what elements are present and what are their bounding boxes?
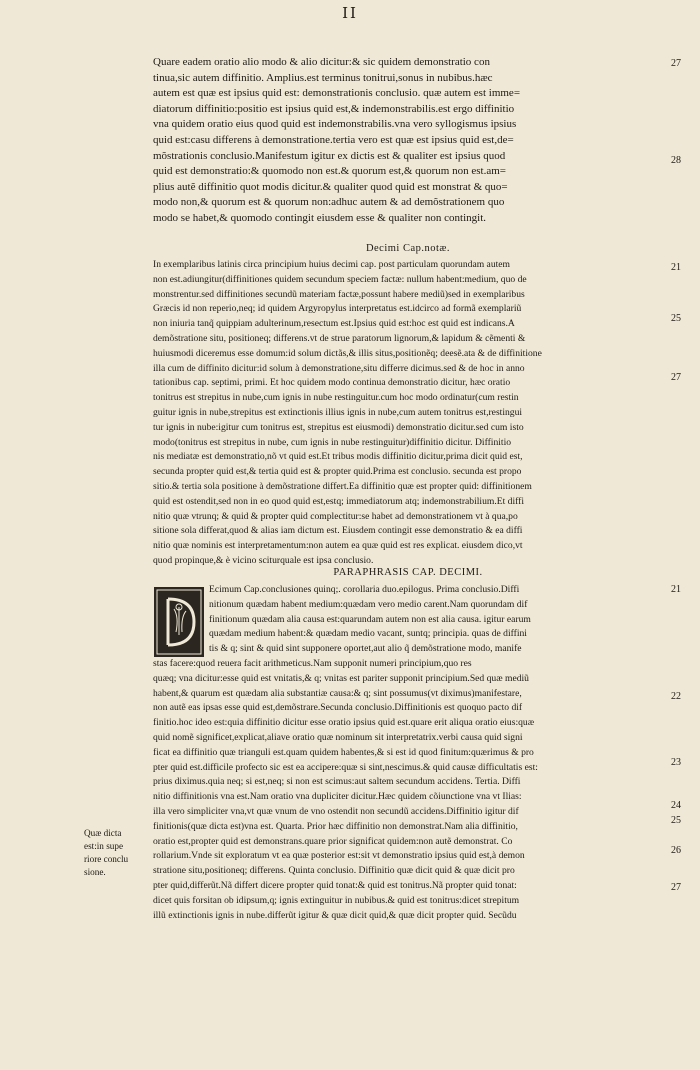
text-line: tis & q; sint & quid sint supponere oportet,aut alio q̃ demõstratione modo, manife: [209, 643, 522, 655]
text-line: quid est:casu differens à demonstratione.tertia vero est quæ est ipsius quid est,de=: [153, 133, 514, 146]
margin-number: 24: [671, 800, 681, 811]
margin-number: 21: [671, 262, 681, 273]
text-line: autem est quæ est ipsius quid est: demonstrationis conclusio. quæ autem est imme=: [153, 87, 521, 100]
text-line: sitio.& tertia sola positione à demõstratione differt.Ea diffinitio quæ est propter quid: diffinitionem: [153, 480, 532, 492]
text-line: tur ignis in nube:igitur cum tonitrus est, strepitus est eiusmodi) demonstratio dicitur.sed cum isto: [153, 421, 524, 433]
text-line: secunda propter quid est,& tertia quid est & propter quid.Prima est conclusio. secunda est propo: [153, 466, 522, 478]
text-line: nitio diffinitionis vna est.Nam oratio vna dupliciter dicitur.Hæc quidem cõiunctione vna vt Ilias:: [153, 791, 522, 803]
margin-number: 23: [671, 757, 681, 768]
text-line: modo se habet,& quomodo contingit eiusdem esse & qualiter non contingit.: [153, 211, 487, 224]
text-line: non est.adiungitur(diffinitiones quidem secundum speciem factæ: nullum habent:medium, quo de: [153, 273, 527, 285]
text-line: mõstrationis conclusio.Manifestum igitur ex dictis est & qualiter est ipsius quod: [153, 149, 506, 162]
text-line: rollarium.Vnde sit exploratum vt ea quæ posterior est:sit vt demonstratio ipsius quid est,à demon: [153, 850, 525, 862]
marginal-note-line: est:in supe: [84, 841, 124, 851]
marginal-note: [84, 827, 150, 879]
text-line: quædam medium habent:& quædam medio vacant, suntq; principia. quas de diffini: [209, 628, 527, 640]
text-line: pter quid est.difficile profecto sic est ea accipere:quæ si sint,nescimus.& quid causæ difficultatis est:: [153, 761, 538, 773]
text-line: demõstratione situ, positioneq; differens.vt de strue paratorum lignorum,& lapidum & cẽmenti &: [153, 332, 526, 344]
text-line: plius autẽ diffinitio quot modis dicitur.& qualiter quod quid est monstrat & quo=: [153, 180, 508, 193]
text-line: non autẽ eas ipsas esse quid est,demõstrare.Secunda conclusio.Diffinitionis est quoquo pacto dif: [153, 702, 523, 714]
text-line: quæq; vna dicitur:esse quid est vnitatis,& q; vnitas est pariter supponit principium.Sed quæ mediũ: [153, 672, 529, 684]
margin-number: 27: [671, 882, 681, 893]
paraphrase-heading: PARAPHRASIS CAP. DECIMI.: [333, 567, 483, 578]
text-line: illũ extinctionis ignis in nube.differũt igitur & quæ dicit quid,& quæ dicit propter quid. Secũdu: [153, 909, 517, 921]
text-line: Quare eadem oratio alio modo & alio dicitur:& sic quidem demonstratio con: [153, 56, 490, 68]
text-line: non iniuria tanq̃ quippiam adulterinum,resectum est.Ipsius quid est:hoc est quid est indicans.A: [153, 318, 515, 330]
text-line: finitionis(quæ dicta est)vna est. Quarta. Prior hæc diffinitio non demonstrat.Nam alia diffinitio,: [153, 820, 518, 832]
text-line: In exemplaribus latinis circa principium huius decimi cap. post particulam quorundam autem: [153, 259, 511, 270]
text-line: sitione sola differat,quod & alias iam dictum est. Eiusdem contingit esse demonstratio & ea diffi: [153, 525, 523, 537]
margin-number: 21: [671, 584, 681, 595]
text-line: diatorum diffinitio:positio est ipsius quid est,& indemonstrabilis.est ergo diffinitio: [153, 102, 515, 115]
margin-number: 27: [671, 58, 681, 69]
text-line: ficat ea diffinitio quæ trianguli est.quam quidem habentes,& si est id quod finitum:quærimus & pro: [153, 746, 534, 758]
text-line: quid nomẽ significet,explicat,aliave oratio quæ nominum sit interpretatrix.verbi causa quid signi: [153, 731, 523, 743]
text-line: pter quid,differũt.Nã differt dicere propter quid tonat:& quid est tonitrus.Nã propter quid tonat:: [153, 879, 517, 891]
margin-number: 27: [671, 372, 681, 383]
margin-number: 26: [671, 845, 681, 856]
text-line: nitio quæ vtrunq; & quid & propter quid complectitur:se habet ad demonstrationem vt à qua,po: [153, 510, 518, 522]
text-line: nis mediatæ est demonstratio,nõ vt quid est.Et tribus modis diffinitio dicitur,prima dicit quid est,: [153, 451, 523, 463]
text-line: Græcis id non reperio,neq; id quidem Argyropylus interpretatus est.idcirco ad formã exemplariũ: [153, 303, 522, 315]
text-line: vna quidem oratio eius quod quid est indemonstrabilis.vna vero syllogismus ipsius: [153, 118, 517, 131]
text-line: guitur ignis in nube,strepitus est extinctionis illius ignis in nube,cum autem tonitrus est,restingui: [153, 406, 523, 418]
notes-heading: Decimi Cap.notæ.: [365, 243, 451, 254]
text-line: tonitrus est strepitus in nube,cum ignis in nube restinguitur.cum hoc modo ordinatur(cum restin: [153, 392, 519, 404]
text-line: prius diximus.quia neq; si est,neq; si non est scimus:aut saltem secundum accidens. Tertia. Diffi: [153, 776, 521, 788]
text-line: illa vero simpliciter vna,vt quæ vnum de vno ostendit non secundũ accidens.Diffinitio igitur dif: [153, 805, 519, 817]
text-line: illa cum de diffinito dicitur:id solum à demonstratione,situ differre dicimus.sed & de hoc in anno: [153, 362, 525, 374]
margin-number: 25: [671, 313, 681, 324]
paraphrase-text-block: [153, 583, 663, 923]
text-line: nitio quæ nominis est interpretamentum:non autem ea quæ quid est res explicat. eiusdem dico,vt: [153, 540, 523, 552]
text-line: quod propinque,& è vicino sciturquale est ipsa conclusio.: [153, 554, 374, 566]
text-line: dicet quis forsitan ob idipsum,q; ignis extinguitur in nubibus.& quid est tonitrus:dicet strepitum: [153, 894, 520, 906]
margin-number: 25: [671, 815, 681, 826]
marginal-note-line: riore conclu: [84, 854, 129, 864]
text-line: huiusmodi diceremus esse domum:id solum dictãs,& illis situs,positionẽq; deesẽ.ata & de diffinitione: [153, 347, 542, 359]
margin-number: 22: [671, 691, 681, 702]
marginal-note-line: Quæ dicta: [84, 828, 122, 838]
text-line: Ecimum Cap.conclusiones quinq;. corollaria duo.epilogus. Prima conclusio.Diffi: [209, 584, 520, 595]
text-line: tinua,sic autem diffinitio. Amplius.est terminus tonitrui,sonus in nubibus.hæc: [153, 71, 493, 84]
text-line: modo(tonitrus est strepitus in nube, cum ignis in nube restinguitur)diffinitio dicitur. Diffinitio: [153, 436, 512, 448]
text-line: monstrentur.sed diffinitiones secundũ materiam factæ,possunt habere mediũ)sed in exemplaribus: [153, 288, 525, 300]
text-line: habent,& quarum est quædam alia substantiæ causa:& q; sint possumus(vt diximus)manifestare,: [153, 687, 522, 699]
text-line: finitionum quædam alia causa est:quarundam autem non est alia causa. igitur earum: [209, 613, 531, 625]
text-line: quid est demonstratio:& quomodo non est.& quorum est,& quorum non est.am=: [153, 165, 506, 178]
text-line: oratio est,propter quid est demonstrans.quare prior significat quidem:non autẽ demonstrat. Co: [153, 835, 513, 847]
folio-number: II: [342, 4, 358, 22]
marginal-note-line: sione.: [84, 867, 106, 877]
aristotle-text-block: [153, 55, 663, 227]
text-line: quid est ostendit,sed non in eo quod quid est,estq; immediatorum atq; indemonstrabilium.Et diffi: [153, 495, 525, 507]
text-line: modo non,& quorum est & quorum non:adhuc autem & ad demõstrationem quo: [153, 196, 505, 209]
margin-number: 28: [671, 155, 681, 166]
text-line: finitio.hoc ideo est:quia diffinitio dicitur esse oratio ipsius quid est.quare erit aliqua oratio eius:quæ: [153, 717, 535, 729]
text-line: nitionum quædam habent medium:quædam vero medio carent.Nam quorundam dif: [209, 598, 528, 610]
text-line: tationibus cap. septimi, primi. Et hoc quidem modo continua demonstratio dicitur, hæc oratio: [153, 377, 511, 389]
notes-text-block: [153, 258, 663, 569]
text-line: stratione situ,positioneq; differens. Quinta conclusio. Diffinitio quæ dicit quid & quæ dicit pro: [153, 865, 515, 877]
text-line: stas facere:quod reuera facit arithmeticus.Nam supponit numeri principium,quo res: [153, 657, 472, 669]
